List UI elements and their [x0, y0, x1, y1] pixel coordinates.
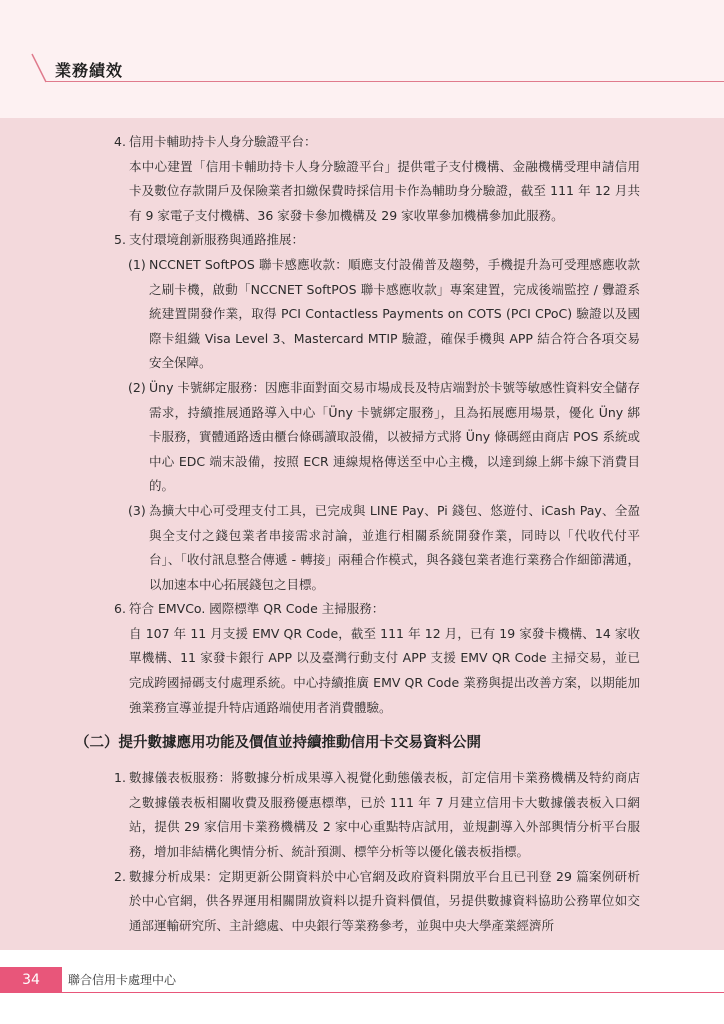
list-item-4 — [0, 130, 724, 155]
list-item-title: 信用卡輔助持卡人身分驗證平台： — [129, 134, 317, 149]
section-title: （二）提升數據應用功能及價值並持續推動信用卡交易資料公開 — [75, 735, 481, 752]
sub-item-3 — [0, 499, 724, 597]
list-number: 4. — [114, 134, 126, 149]
sub-item-text: NCCNET SoftPOS 聯卡感應收款：順應支付設備普及趨勢，手機提升為可受理感應收款之刷卡機，啟動「NCCNET SoftPOS 聯卡感應收款」專案建置，完成後端監控 / 釁證系統建置開發作業，取得 PCI Contactless Payments on COTS (PCI CPoC) 驗證以及國際卡組織 Visa Level 3、Mastercard MTIP 驗證，確保手機與 APP 結合符合各項交易安全保障。 — [149, 256, 640, 371]
footer-rule — [62, 992, 724, 993]
list-item-title: 符合 EMVCo. 國際標準 QR Code 主掃服務： — [129, 601, 385, 617]
section-header-title: 業務績效 — [55, 61, 124, 80]
sub-item-1 — [0, 253, 724, 376]
list-number: 5. — [114, 232, 126, 248]
footer-organization: 聯合信用卡處理中心 — [68, 973, 177, 987]
paragraph: 本中心建置「信用卡輔助持卡人身分驗證平台」提供電子支付機構、金融機構受理申請信用卡及數位存款開戶及保險業者扣繳保費時採信用卡作為輔助身分驗證，截至 111 年 12 月共有 9 家電子支付機構、36 家發卡參加機構及 29 家收單參加機構參加此服務。 — [129, 158, 640, 223]
list-item-text: 數據儀表板服務：將數據分析成果導入視覺化動態儀表板，訂定信用卡業務機構及特約商店之數據儀表板相關收費及服務優惠標準，已於 111 年 7 月建立信用卡大數據儀表板入口網站，提供 29 家信用卡業務機構及 2 家中心重點特店試用，並規劃導入外部輿情分析平台服務，增加非結構化輿情分析、統計預測、標竿分析等以優化儀表板指標。 — [129, 770, 640, 860]
sub-number: (2) — [128, 379, 146, 395]
section2-item-1 — [0, 766, 724, 864]
list-number: 6. — [114, 601, 126, 617]
list-number: 1. — [114, 770, 126, 786]
section2-item-2 — [0, 865, 724, 939]
paragraph: 自 107 年 11 月支援 EMV QR Code，截至 111 年 12 月，已有 19 家發卡機構、14 家收單機構、11 家發卡銀行 APP 以及臺灣行動支付 APP 支援 EMV QR Code 主掃交易，並已完成跨國掃碼支付處理系統。中心持續推廣 EMV QR Code 業務與提出改善方案，以期能加強業務宣導並提升特店通路端使用者消費體驗。 — [129, 625, 640, 715]
sub-item-text: 為擴大中心可受理支付工具，已完成與 LINE Pay、Pi 錢包、悠遊付、iCash Pay、全盈與全支付之錢包業者串接需求討論，並進行相關系統開發作業，同時以「代收代付平台」、「收付訊息整合傳遞 - 轉接」兩種合作模式，與各錢包業者進行業務合作細節溝通，以加速本中心拓展錢包之目標。 — [149, 502, 640, 592]
list-item-title: 支付環境創新服務與通路推展： — [129, 232, 305, 248]
list-number: 2. — [114, 868, 126, 884]
sub-number: (3) — [128, 502, 146, 518]
list-item-6 — [0, 597, 724, 622]
footer — [0, 967, 724, 993]
sub-item-text: Üny 卡號綁定服務：因應非面對面交易市場成長及特店端對於卡號等敏感性資料安全儲存需求，持續推展通路導入中心「Üny 卡號綁定服務」，且為拓展應用場景，優化 Üny 綁卡服務，實體通路透由櫃台條碼讀取設備，以被掃方式將 Üny 條碼經由商店 POS 系統或中心 EDC 端末設備，按照 ECR 連線規格傳送至中心主機，以達到線上綁卡線下消費目的。 — [149, 379, 640, 494]
header-slash-decoration — [30, 52, 50, 84]
list-item-5 — [0, 228, 724, 253]
content-band — [0, 118, 724, 950]
header-rule — [46, 81, 724, 82]
sub-item-2 — [0, 376, 724, 499]
page-number: 34 — [0, 967, 62, 993]
list-item-text: 數據分析成果：定期更新公開資料於中心官網及政府資料開放平台且已刊登 29 篇案例研析於中心官網，供各界運用相關開放資料以提升資料價值，另提供數據資料協助公務單位如交通部運輸研究所、主計總處、中央銀行等業務參考，並與中央大學產業經濟所 — [129, 868, 640, 933]
sub-number: (1) — [128, 256, 146, 272]
content-body — [0, 130, 724, 938]
